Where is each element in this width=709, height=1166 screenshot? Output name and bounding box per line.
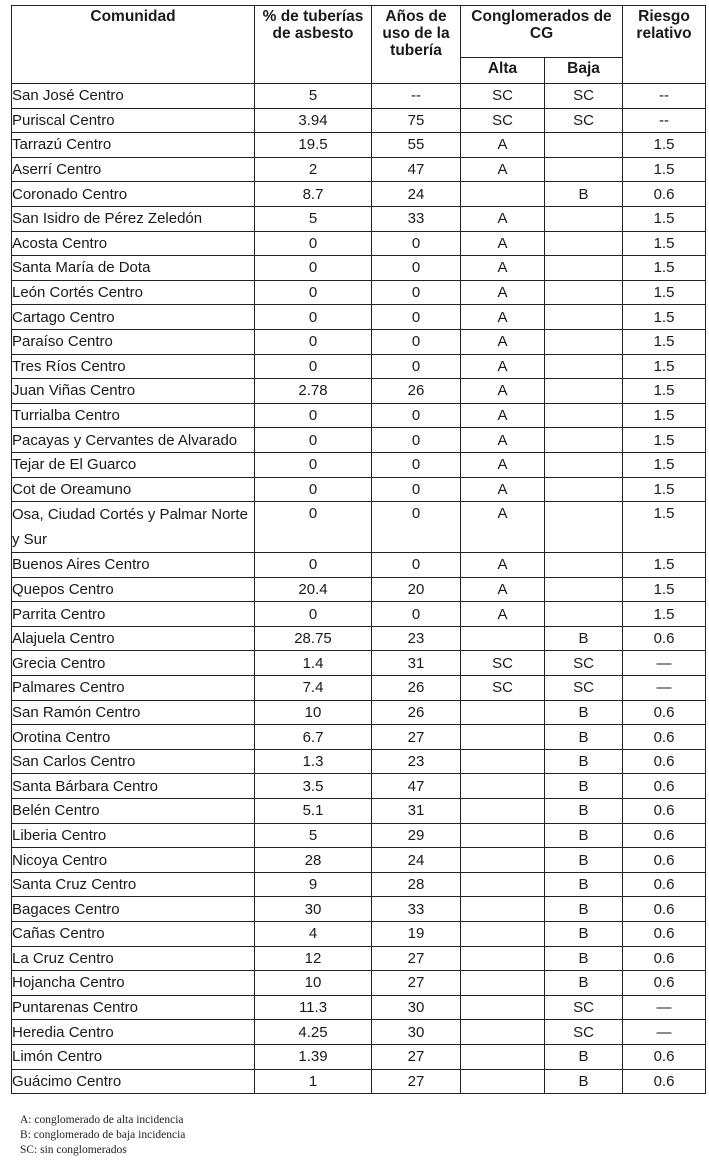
cell-pct-asbesto: 10 (255, 971, 372, 996)
cell-baja: B (545, 799, 623, 824)
cell-alta (461, 1020, 545, 1045)
cell-alta (461, 872, 545, 897)
cell-alta: A (461, 206, 545, 231)
cell-baja (545, 428, 623, 453)
table-row (12, 626, 706, 651)
cell-riesgo: 1.5 (623, 428, 706, 453)
cell-pct-asbesto: 2.78 (255, 379, 372, 404)
cell-riesgo: 1.5 (623, 280, 706, 305)
cell-baja (545, 133, 623, 158)
cell-comunidad: San Isidro de Pérez Zeledón (12, 206, 255, 231)
cell-baja: SC (545, 651, 623, 676)
cell-anios-uso: 0 (372, 354, 461, 379)
cell-comunidad: Santa María de Dota (12, 256, 255, 281)
cell-anios-uso: 33 (372, 897, 461, 922)
cell-pct-asbesto: 7.4 (255, 676, 372, 701)
cell-anios-uso: -- (372, 84, 461, 109)
cell-anios-uso: 27 (372, 971, 461, 996)
cell-pct-asbesto: 0 (255, 256, 372, 281)
header-baja: Baja (545, 58, 623, 84)
table-row (12, 354, 706, 379)
cell-comunidad: Buenos Aires Centro (12, 553, 255, 578)
asbestos-table (11, 5, 706, 1094)
cell-baja: SC (545, 676, 623, 701)
cell-comunidad: Hojancha Centro (12, 971, 255, 996)
table-row (12, 403, 706, 428)
cell-comunidad: Santa Bárbara Centro (12, 774, 255, 799)
cell-pct-asbesto: 1.4 (255, 651, 372, 676)
cell-baja (545, 206, 623, 231)
table-row (12, 428, 706, 453)
cell-anios-uso: 26 (372, 676, 461, 701)
cell-anios-uso: 0 (372, 477, 461, 502)
cell-comunidad: Aserrí Centro (12, 157, 255, 182)
cell-baja (545, 157, 623, 182)
cell-anios-uso: 0 (372, 553, 461, 578)
table-row (12, 602, 706, 627)
cell-baja (545, 305, 623, 330)
table-row (12, 553, 706, 578)
cell-anios-uso: 0 (372, 602, 461, 627)
cell-comunidad: Guácimo Centro (12, 1069, 255, 1094)
cell-baja: B (545, 774, 623, 799)
cell-alta: A (461, 602, 545, 627)
cell-anios-uso: 75 (372, 108, 461, 133)
cell-pct-asbesto: 0 (255, 452, 372, 477)
cell-baja: B (545, 1069, 623, 1094)
table-row (12, 897, 706, 922)
cell-comunidad: Heredia Centro (12, 1020, 255, 1045)
cell-comunidad: León Cortés Centro (12, 280, 255, 305)
cell-pct-asbesto: 19.5 (255, 133, 372, 158)
cell-riesgo: — (623, 651, 706, 676)
cell-baja: B (545, 725, 623, 750)
cell-anios-uso: 27 (372, 946, 461, 971)
cell-comunidad: Juan Viñas Centro (12, 379, 255, 404)
cell-riesgo: 0.6 (623, 749, 706, 774)
table-row (12, 280, 706, 305)
table-body (12, 84, 706, 1094)
cell-comunidad: Orotina Centro (12, 725, 255, 750)
cell-comunidad: Palmares Centro (12, 676, 255, 701)
cell-comunidad: Tres Ríos Centro (12, 354, 255, 379)
cell-anios-uso: 24 (372, 182, 461, 207)
table-row (12, 651, 706, 676)
cell-comunidad: Quepos Centro (12, 577, 255, 602)
cell-anios-uso: 27 (372, 725, 461, 750)
cell-anios-uso: 0 (372, 428, 461, 453)
table-row (12, 477, 706, 502)
cell-comunidad: Puntarenas Centro (12, 995, 255, 1020)
cell-pct-asbesto: 5 (255, 823, 372, 848)
cell-riesgo: 1.5 (623, 577, 706, 602)
cell-baja: SC (545, 995, 623, 1020)
header-riesgo: Riesgo relativo (623, 6, 706, 84)
cell-alta (461, 182, 545, 207)
cell-alta (461, 946, 545, 971)
cell-riesgo: 1.5 (623, 602, 706, 627)
cell-baja (545, 280, 623, 305)
cell-alta: A (461, 452, 545, 477)
cell-baja (545, 256, 623, 281)
cell-pct-asbesto: 0 (255, 329, 372, 354)
cell-alta: A (461, 305, 545, 330)
cell-riesgo: 0.6 (623, 971, 706, 996)
cell-pct-asbesto: 3.94 (255, 108, 372, 133)
cell-pct-asbesto: 1 (255, 1069, 372, 1094)
cell-alta: A (461, 329, 545, 354)
table-row (12, 946, 706, 971)
cell-anios-uso: 47 (372, 774, 461, 799)
cell-riesgo: 1.5 (623, 403, 706, 428)
table-row (12, 774, 706, 799)
table-row (12, 1044, 706, 1069)
table-row (12, 256, 706, 281)
footnote-b: B: conglomerado de baja incidencia (20, 1129, 186, 1141)
cell-alta: A (461, 379, 545, 404)
table-row (12, 725, 706, 750)
header-row (12, 6, 706, 58)
cell-alta: A (461, 502, 545, 553)
cell-baja: B (545, 182, 623, 207)
cell-baja (545, 329, 623, 354)
cell-riesgo: 1.5 (623, 133, 706, 158)
table-row (12, 452, 706, 477)
cell-anios-uso: 31 (372, 651, 461, 676)
cell-alta: A (461, 157, 545, 182)
cell-anios-uso: 55 (372, 133, 461, 158)
footnote-sc: SC: sin conglomerados (20, 1144, 127, 1156)
header-alta: Alta (461, 58, 545, 84)
cell-baja (545, 452, 623, 477)
cell-riesgo: 1.5 (623, 206, 706, 231)
cell-pct-asbesto: 0 (255, 502, 372, 553)
table-row (12, 502, 706, 553)
cell-alta (461, 971, 545, 996)
cell-alta: A (461, 428, 545, 453)
header-anios-uso: Años de uso de la tubería (372, 6, 461, 84)
cell-alta: A (461, 403, 545, 428)
cell-pct-asbesto: 6.7 (255, 725, 372, 750)
cell-riesgo: — (623, 1020, 706, 1045)
cell-pct-asbesto: 0 (255, 354, 372, 379)
cell-alta (461, 700, 545, 725)
cell-alta: SC (461, 108, 545, 133)
cell-pct-asbesto: 11.3 (255, 995, 372, 1020)
table-row (12, 182, 706, 207)
cell-riesgo: 1.5 (623, 477, 706, 502)
cell-comunidad: San Ramón Centro (12, 700, 255, 725)
cell-riesgo: 0.6 (623, 182, 706, 207)
cell-baja (545, 354, 623, 379)
cell-alta (461, 995, 545, 1020)
cell-riesgo: 0.6 (623, 848, 706, 873)
cell-comunidad: Cañas Centro (12, 922, 255, 947)
header-conglomerados: Conglomerados de CG (461, 6, 623, 58)
cell-baja: B (545, 897, 623, 922)
cell-pct-asbesto: 0 (255, 553, 372, 578)
cell-baja (545, 231, 623, 256)
cell-riesgo: 0.6 (623, 626, 706, 651)
cell-riesgo: 1.5 (623, 305, 706, 330)
cell-baja (545, 379, 623, 404)
cell-comunidad: Paraíso Centro (12, 329, 255, 354)
cell-comunidad: Nicoya Centro (12, 848, 255, 873)
cell-comunidad: Acosta Centro (12, 231, 255, 256)
cell-alta: A (461, 577, 545, 602)
cell-pct-asbesto: 0 (255, 477, 372, 502)
cell-baja: SC (545, 108, 623, 133)
cell-alta: A (461, 256, 545, 281)
cell-riesgo: 1.5 (623, 231, 706, 256)
cell-anios-uso: 30 (372, 995, 461, 1020)
cell-comunidad: Pacayas y Cervantes de Alvarado (12, 428, 255, 453)
cell-comunidad: Tejar de El Guarco (12, 452, 255, 477)
table-row (12, 1020, 706, 1045)
cell-baja: B (545, 922, 623, 947)
cell-baja (545, 502, 623, 553)
cell-riesgo: 0.6 (623, 774, 706, 799)
cell-alta: A (461, 553, 545, 578)
cell-pct-asbesto: 5 (255, 84, 372, 109)
cell-alta (461, 626, 545, 651)
cell-baja: B (545, 848, 623, 873)
cell-baja: B (545, 626, 623, 651)
cell-anios-uso: 0 (372, 305, 461, 330)
cell-pct-asbesto: 20.4 (255, 577, 372, 602)
cell-alta (461, 1044, 545, 1069)
cell-pct-asbesto: 8.7 (255, 182, 372, 207)
cell-anios-uso: 47 (372, 157, 461, 182)
cell-baja (545, 553, 623, 578)
cell-baja (545, 577, 623, 602)
cell-riesgo: 1.5 (623, 553, 706, 578)
cell-comunidad: Puriscal Centro (12, 108, 255, 133)
cell-pct-asbesto: 4.25 (255, 1020, 372, 1045)
table-row (12, 700, 706, 725)
table-row (12, 329, 706, 354)
cell-comunidad: Bagaces Centro (12, 897, 255, 922)
cell-anios-uso: 23 (372, 626, 461, 651)
cell-alta: A (461, 354, 545, 379)
table-row (12, 676, 706, 701)
cell-baja (545, 477, 623, 502)
cell-alta (461, 848, 545, 873)
cell-riesgo: -- (623, 84, 706, 109)
cell-riesgo: 0.6 (623, 897, 706, 922)
cell-anios-uso: 0 (372, 502, 461, 553)
cell-alta (461, 922, 545, 947)
cell-alta (461, 799, 545, 824)
cell-pct-asbesto: 4 (255, 922, 372, 947)
cell-alta: A (461, 280, 545, 305)
cell-anios-uso: 33 (372, 206, 461, 231)
cell-riesgo: 0.6 (623, 872, 706, 897)
cell-pct-asbesto: 0 (255, 231, 372, 256)
footnote-a: A: conglomerado de alta incidencia (20, 1114, 184, 1126)
cell-pct-asbesto: 0 (255, 428, 372, 453)
cell-baja (545, 602, 623, 627)
cell-pct-asbesto: 1.3 (255, 749, 372, 774)
cell-pct-asbesto: 0 (255, 280, 372, 305)
cell-baja: B (545, 971, 623, 996)
table-row (12, 84, 706, 109)
header-comunidad: Comunidad (12, 6, 255, 84)
cell-anios-uso: 0 (372, 452, 461, 477)
cell-alta (461, 897, 545, 922)
table-row (12, 133, 706, 158)
cell-anios-uso: 0 (372, 231, 461, 256)
table-row (12, 379, 706, 404)
cell-riesgo: 0.6 (623, 922, 706, 947)
cell-riesgo: 1.5 (623, 354, 706, 379)
cell-comunidad: Belén Centro (12, 799, 255, 824)
cell-pct-asbesto: 5.1 (255, 799, 372, 824)
cell-comunidad: Cartago Centro (12, 305, 255, 330)
cell-baja: B (545, 700, 623, 725)
cell-alta: SC (461, 651, 545, 676)
cell-anios-uso: 19 (372, 922, 461, 947)
cell-baja (545, 403, 623, 428)
cell-anios-uso: 29 (372, 823, 461, 848)
cell-comunidad: Turrialba Centro (12, 403, 255, 428)
cell-alta (461, 749, 545, 774)
cell-comunidad: Coronado Centro (12, 182, 255, 207)
cell-comunidad: Limón Centro (12, 1044, 255, 1069)
table-row (12, 823, 706, 848)
cell-anios-uso: 0 (372, 403, 461, 428)
cell-baja: SC (545, 1020, 623, 1045)
cell-riesgo: 0.6 (623, 1069, 706, 1094)
cell-alta: A (461, 133, 545, 158)
cell-baja: B (545, 872, 623, 897)
cell-anios-uso: 30 (372, 1020, 461, 1045)
header-pct-asbesto: % de tuberías de asbesto (255, 6, 372, 84)
table-row (12, 305, 706, 330)
cell-pct-asbesto: 9 (255, 872, 372, 897)
cell-riesgo: 1.5 (623, 452, 706, 477)
cell-alta (461, 725, 545, 750)
cell-anios-uso: 20 (372, 577, 461, 602)
cell-riesgo: 0.6 (623, 823, 706, 848)
cell-anios-uso: 0 (372, 329, 461, 354)
cell-riesgo: — (623, 676, 706, 701)
cell-alta: SC (461, 676, 545, 701)
table-row (12, 872, 706, 897)
cell-anios-uso: 26 (372, 379, 461, 404)
table-row (12, 108, 706, 133)
cell-baja: SC (545, 84, 623, 109)
cell-riesgo: 0.6 (623, 725, 706, 750)
cell-comunidad: Grecia Centro (12, 651, 255, 676)
cell-pct-asbesto: 3.5 (255, 774, 372, 799)
cell-anios-uso: 24 (372, 848, 461, 873)
cell-riesgo: 0.6 (623, 700, 706, 725)
cell-riesgo: 0.6 (623, 799, 706, 824)
cell-alta (461, 823, 545, 848)
cell-anios-uso: 26 (372, 700, 461, 725)
cell-anios-uso: 27 (372, 1044, 461, 1069)
table-row (12, 577, 706, 602)
cell-comunidad: San José Centro (12, 84, 255, 109)
cell-comunidad: Santa Cruz Centro (12, 872, 255, 897)
cell-comunidad: Alajuela Centro (12, 626, 255, 651)
cell-anios-uso: 0 (372, 256, 461, 281)
cell-riesgo: 1.5 (623, 157, 706, 182)
cell-riesgo: 1.5 (623, 329, 706, 354)
table-row (12, 749, 706, 774)
cell-comunidad: La Cruz Centro (12, 946, 255, 971)
cell-riesgo: 1.5 (623, 256, 706, 281)
cell-alta: A (461, 477, 545, 502)
cell-riesgo: 0.6 (623, 1044, 706, 1069)
cell-comunidad: Cot de Oreamuno (12, 477, 255, 502)
cell-riesgo: -- (623, 108, 706, 133)
table-row (12, 971, 706, 996)
cell-alta: SC (461, 84, 545, 109)
table-row (12, 1069, 706, 1094)
cell-baja: B (545, 749, 623, 774)
cell-pct-asbesto: 28.75 (255, 626, 372, 651)
cell-alta (461, 1069, 545, 1094)
cell-comunidad: Tarrazú Centro (12, 133, 255, 158)
cell-pct-asbesto: 28 (255, 848, 372, 873)
cell-alta (461, 774, 545, 799)
table-row (12, 922, 706, 947)
cell-anios-uso: 31 (372, 799, 461, 824)
cell-comunidad: Osa, Ciudad Cortés y Palmar Norte y Sur (12, 502, 255, 553)
cell-baja: B (545, 823, 623, 848)
footnotes (20, 1113, 185, 1158)
table-row (12, 231, 706, 256)
cell-baja: B (545, 1044, 623, 1069)
cell-pct-asbesto: 0 (255, 305, 372, 330)
cell-pct-asbesto: 0 (255, 403, 372, 428)
cell-riesgo: 0.6 (623, 946, 706, 971)
cell-anios-uso: 27 (372, 1069, 461, 1094)
table-row (12, 157, 706, 182)
cell-pct-asbesto: 5 (255, 206, 372, 231)
cell-baja: B (545, 946, 623, 971)
table-row (12, 848, 706, 873)
cell-anios-uso: 23 (372, 749, 461, 774)
cell-pct-asbesto: 10 (255, 700, 372, 725)
cell-riesgo: — (623, 995, 706, 1020)
cell-anios-uso: 0 (372, 280, 461, 305)
table-row (12, 206, 706, 231)
cell-pct-asbesto: 2 (255, 157, 372, 182)
cell-pct-asbesto: 1.39 (255, 1044, 372, 1069)
table-row (12, 995, 706, 1020)
cell-comunidad: Parrita Centro (12, 602, 255, 627)
cell-pct-asbesto: 12 (255, 946, 372, 971)
cell-alta: A (461, 231, 545, 256)
table-row (12, 799, 706, 824)
cell-pct-asbesto: 0 (255, 602, 372, 627)
cell-comunidad: Liberia Centro (12, 823, 255, 848)
cell-riesgo: 1.5 (623, 502, 706, 553)
cell-anios-uso: 28 (372, 872, 461, 897)
cell-riesgo: 1.5 (623, 379, 706, 404)
cell-comunidad: San Carlos Centro (12, 749, 255, 774)
cell-pct-asbesto: 30 (255, 897, 372, 922)
